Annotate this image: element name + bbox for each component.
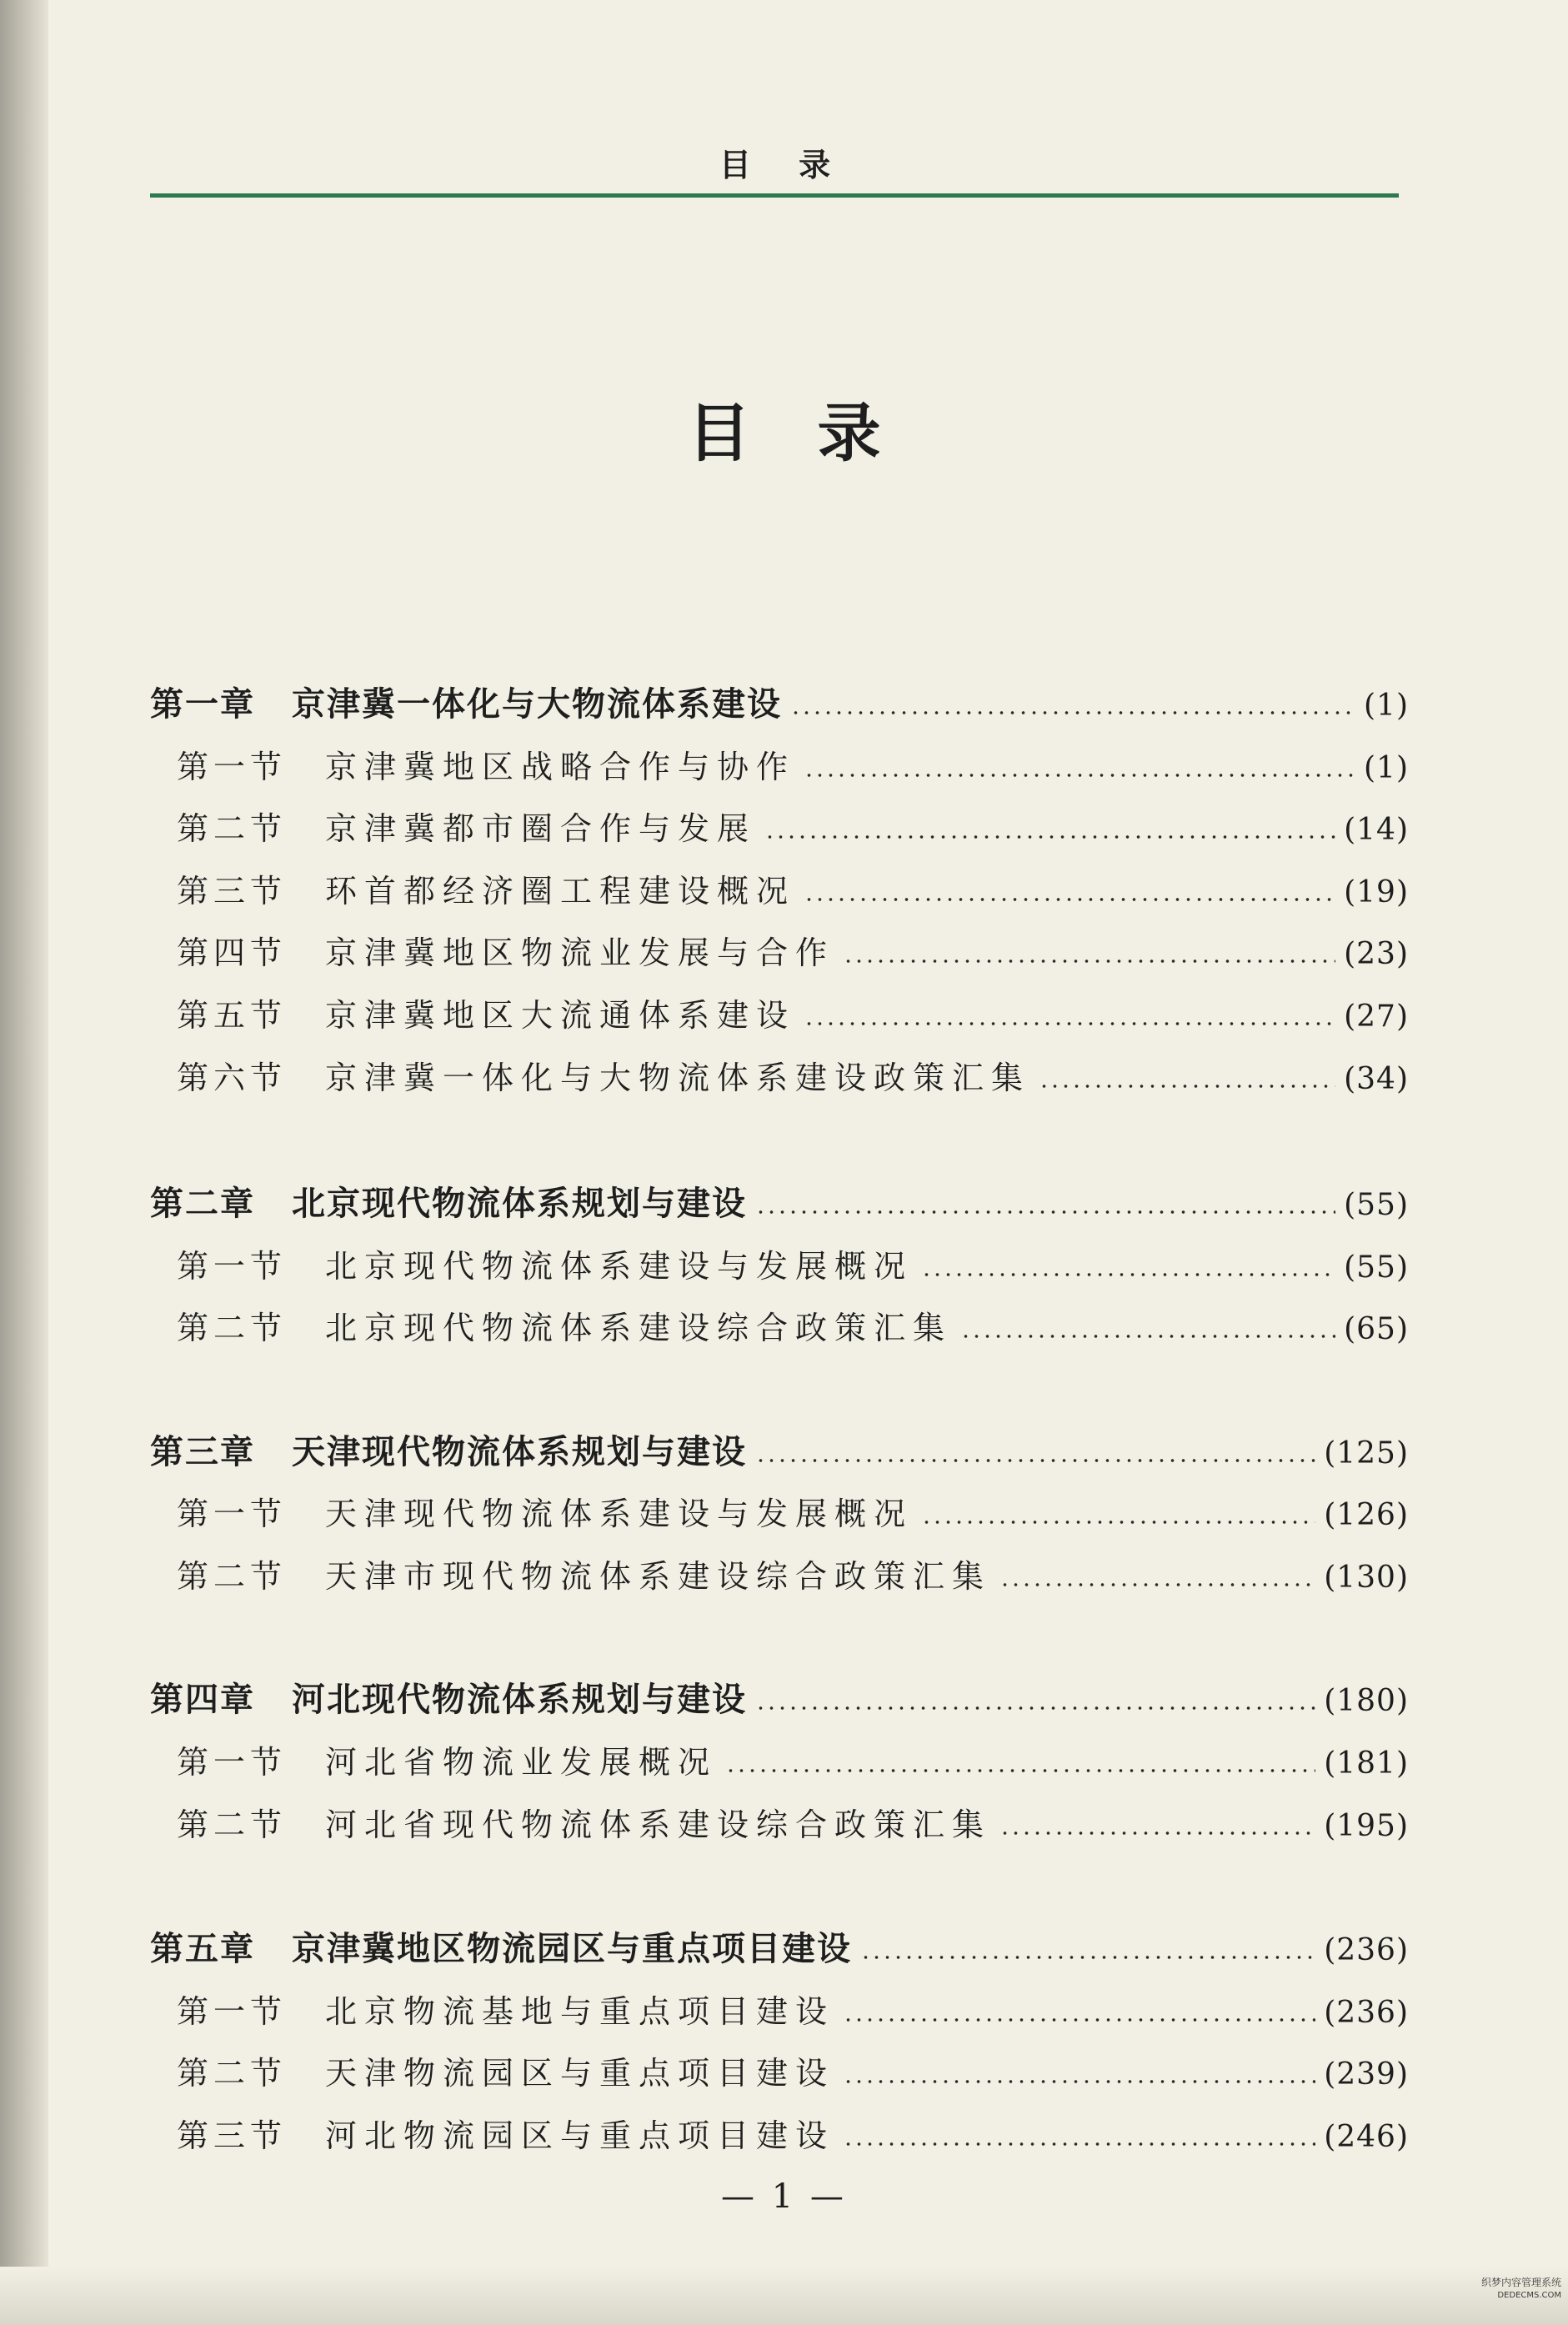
toc-section-row (177, 1551, 1409, 1601)
section-page: (239) (1324, 2057, 1409, 2092)
dot-leader (843, 2078, 1315, 2085)
toc-section-row (177, 1303, 1409, 1353)
dot-leader (1039, 1083, 1335, 1090)
dot-leader (999, 1830, 1315, 1836)
section-title: 河北物流园区与重点项目建设 (325, 2117, 835, 2154)
section-number: 第一节 (177, 1496, 288, 1532)
dot-leader (755, 1457, 1315, 1464)
toc-section-row (177, 866, 1409, 916)
chapter-page: (55) (1344, 1188, 1409, 1222)
section-title: 京津冀地区战略合作与协作 (325, 749, 796, 785)
section-page: (181) (1324, 1746, 1409, 1781)
dot-leader (860, 1954, 1315, 1961)
toc-section-row (177, 1241, 1409, 1291)
toc-section-row (177, 990, 1409, 1040)
section-number: 第五节 (177, 997, 288, 1034)
chapter-title: 京津冀地区物流园区与重点项目建设 (292, 1929, 852, 1968)
chapter-title: 京津冀一体化与大物流体系建设 (292, 684, 782, 724)
toc-section-row (177, 1489, 1409, 1539)
dot-leader (843, 958, 1335, 965)
section-number: 第一节 (177, 1248, 288, 1285)
section-title: 京津冀地区物流业发展与合作 (325, 935, 835, 971)
chapter-number: 第五章 (150, 1929, 255, 1968)
section-title: 天津市现代物流体系建设综合政策汇集 (325, 1558, 992, 1595)
running-head: 目 录 (719, 146, 849, 183)
section-title: 京津冀都市圈合作与发展 (325, 810, 757, 847)
section-page: (23) (1344, 937, 1409, 971)
page-title: 目录 (687, 396, 948, 470)
toc-chapter-row (150, 1179, 1409, 1229)
section-page: (27) (1344, 1000, 1409, 1034)
section-page: (246) (1324, 2120, 1409, 2154)
dot-leader (755, 1209, 1335, 1215)
chapter-page: (236) (1324, 1933, 1409, 1967)
section-title: 天津物流园区与重点项目建设 (325, 2055, 835, 2092)
dot-leader (804, 772, 1355, 779)
section-page: (14) (1344, 813, 1409, 847)
chapter-page: (180) (1324, 1684, 1409, 1718)
chapter-number: 第二章 (150, 1184, 255, 1223)
toc-chapter-row (150, 1675, 1409, 1725)
watermark-line-1: 织梦内容管理系统 (1480, 2277, 1561, 2288)
section-number: 第二节 (177, 1310, 288, 1346)
dot-leader (790, 709, 1355, 716)
toc-chapter-row (150, 1427, 1409, 1477)
section-page: (1) (1364, 751, 1409, 785)
section-page: (130) (1324, 1561, 1409, 1595)
section-number: 第一节 (177, 749, 288, 785)
toc-section-row (177, 928, 1409, 978)
chapter-title: 北京现代物流体系规划与建设 (292, 1184, 747, 1223)
section-number: 第六节 (177, 1060, 288, 1096)
watermark-line-2: DEDECMS.COM (1497, 2291, 1561, 2300)
dot-leader (921, 1519, 1315, 1526)
chapter-page: (1) (1364, 689, 1409, 723)
dot-leader (960, 1333, 1335, 1340)
section-number: 第三节 (177, 2117, 288, 2154)
dot-leader (999, 1581, 1315, 1588)
section-page: (55) (1344, 1250, 1409, 1285)
section-title: 北京物流基地与重点项目建设 (325, 1993, 835, 2030)
section-number: 第二节 (177, 1806, 288, 1843)
section-title: 天津现代物流体系建设与发展概况 (325, 1496, 914, 1532)
section-page: (126) (1324, 1498, 1409, 1532)
book-spine-shadow (0, 0, 48, 2325)
toc-section-row (177, 2111, 1409, 2161)
page-number: — 1 — (721, 2177, 847, 2216)
section-number: 第一节 (177, 1744, 288, 1781)
watermark (1470, 2276, 1561, 2319)
dot-leader (843, 2017, 1315, 2023)
section-title: 京津冀一体化与大物流体系建设政策汇集 (325, 1060, 1031, 1096)
dot-leader (804, 1020, 1335, 1027)
section-title: 北京现代物流体系建设与发展概况 (325, 1248, 914, 1285)
chapter-number: 第四章 (150, 1680, 255, 1719)
dot-leader (725, 1767, 1315, 1774)
section-number: 第二节 (177, 810, 288, 847)
chapter-number: 第三章 (150, 1432, 255, 1471)
toc-chapter-row (150, 1924, 1409, 1974)
section-title: 环首都经济圈工程建设概况 (325, 873, 796, 909)
dot-leader (921, 1271, 1335, 1278)
toc-section-row (177, 804, 1409, 854)
section-title: 北京现代物流体系建设综合政策汇集 (325, 1310, 953, 1346)
dot-leader (843, 2141, 1315, 2147)
toc-section-row (177, 742, 1409, 792)
section-page: (34) (1344, 1062, 1409, 1096)
dot-leader (755, 1705, 1315, 1711)
chapter-title: 河北现代物流体系规划与建设 (292, 1680, 747, 1719)
section-page: (19) (1344, 875, 1409, 909)
dot-leader (804, 896, 1335, 903)
section-number: 第三节 (177, 873, 288, 909)
header-rule (150, 193, 1399, 198)
section-title: 河北省现代物流体系建设综合政策汇集 (325, 1806, 992, 1843)
toc-section-row (177, 1800, 1409, 1850)
chapter-number: 第一章 (150, 684, 255, 724)
section-title: 河北省物流业发展概况 (325, 1744, 718, 1781)
chapter-page: (125) (1324, 1436, 1409, 1471)
section-number: 第二节 (177, 1558, 288, 1595)
chapter-title: 天津现代物流体系规划与建设 (292, 1432, 747, 1471)
toc-section-row (177, 2048, 1409, 2098)
toc-section-row (177, 1987, 1409, 2037)
section-page: (195) (1324, 1809, 1409, 1843)
section-page: (236) (1324, 1996, 1409, 2030)
dot-leader (764, 834, 1335, 840)
section-number: 第一节 (177, 1993, 288, 2030)
toc-chapter-row (150, 679, 1409, 729)
section-title: 京津冀地区大流通体系建设 (325, 997, 796, 1034)
toc-section-row (177, 1053, 1409, 1103)
toc-section-row (177, 1737, 1409, 1787)
section-page: (65) (1344, 1312, 1409, 1346)
section-number: 第二节 (177, 2055, 288, 2092)
section-number: 第四节 (177, 935, 288, 971)
scan-edge (0, 2267, 1568, 2325)
